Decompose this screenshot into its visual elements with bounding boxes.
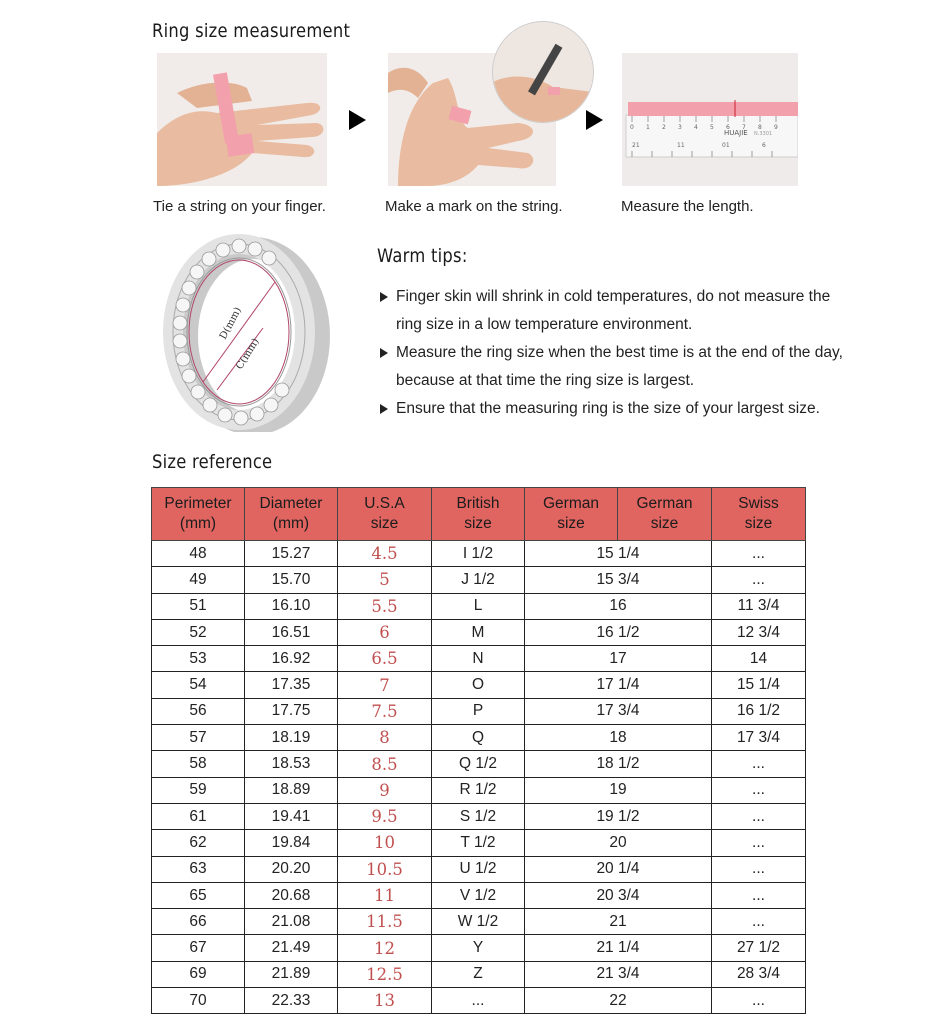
step-1-caption: Tie a string on your finger. <box>153 198 326 215</box>
perimeter-cell: 69 <box>152 961 245 987</box>
diameter-cell: 18.53 <box>245 751 338 777</box>
diameter-cell: 19.84 <box>245 830 338 856</box>
swiss-size-cell: ... <box>712 988 806 1014</box>
british-size-cell: M <box>432 619 525 645</box>
arrow-right-icon <box>349 110 366 130</box>
header-usa-size: U.S.A size <box>338 488 432 541</box>
table-row <box>152 935 806 961</box>
german-size-cell: 22 <box>525 988 712 1014</box>
diameter-cell: 16.92 <box>245 646 338 672</box>
step-1-photo <box>157 53 327 186</box>
british-size-cell: O <box>432 672 525 698</box>
british-size-cell: S 1/2 <box>432 803 525 829</box>
diameter-cell: 15.70 <box>245 567 338 593</box>
perimeter-cell: 52 <box>152 619 245 645</box>
usa-size-cell: 8.5 <box>338 751 432 777</box>
svg-text:7: 7 <box>742 124 746 131</box>
diameter-cell: 16.10 <box>245 593 338 619</box>
svg-text:21: 21 <box>632 142 640 149</box>
swiss-size-cell: ... <box>712 856 806 882</box>
measurement-heading: Ring size measurement <box>152 20 351 42</box>
svg-text:4: 4 <box>694 124 698 131</box>
swiss-size-cell: ... <box>712 541 806 567</box>
usa-size-cell: 10.5 <box>338 856 432 882</box>
svg-text:1: 1 <box>646 124 650 131</box>
german-size-cell: 17 1/4 <box>525 672 712 698</box>
british-size-cell: N <box>432 646 525 672</box>
triangle-bullet-icon <box>380 292 388 302</box>
swiss-size-cell: 11 3/4 <box>712 593 806 619</box>
perimeter-cell: 54 <box>152 672 245 698</box>
german-size-cell: 17 <box>525 646 712 672</box>
usa-size-cell: 7 <box>338 672 432 698</box>
perimeter-cell: 49 <box>152 567 245 593</box>
diameter-cell: 18.19 <box>245 725 338 751</box>
warm-tips-list <box>378 283 858 423</box>
perimeter-cell: 48 <box>152 541 245 567</box>
zoom-inset <box>493 22 593 122</box>
british-size-cell: R 1/2 <box>432 777 525 803</box>
swiss-size-cell: ... <box>712 567 806 593</box>
perimeter-cell: 65 <box>152 882 245 908</box>
swiss-size-cell: ... <box>712 751 806 777</box>
svg-text:9: 9 <box>774 124 778 131</box>
usa-size-cell: 6.5 <box>338 646 432 672</box>
header-german-size: German size <box>618 488 712 541</box>
usa-size-cell: 11 <box>338 882 432 908</box>
svg-text:0: 0 <box>630 124 634 131</box>
swiss-size-cell: ... <box>712 882 806 908</box>
british-size-cell: I 1/2 <box>432 541 525 567</box>
usa-size-cell: 10 <box>338 830 432 856</box>
header-swiss-size: Swiss size <box>712 488 806 541</box>
arrow-right-icon <box>586 110 603 130</box>
table-row <box>152 751 806 777</box>
usa-size-cell: 11.5 <box>338 909 432 935</box>
german-size-cell: 15 1/4 <box>525 541 712 567</box>
german-size-cell: 18 <box>525 725 712 751</box>
table-row <box>152 882 806 908</box>
table-row <box>152 619 806 645</box>
table-row <box>152 830 806 856</box>
diameter-cell: 19.41 <box>245 803 338 829</box>
perimeter-cell: 61 <box>152 803 245 829</box>
perimeter-cell: 62 <box>152 830 245 856</box>
warm-tips-heading: Warm tips: <box>377 245 468 267</box>
header-german-size: German size <box>525 488 618 541</box>
perimeter-cell: 56 <box>152 698 245 724</box>
perimeter-cell: 59 <box>152 777 245 803</box>
diameter-cell: 17.75 <box>245 698 338 724</box>
svg-text:3: 3 <box>678 124 682 131</box>
german-size-cell: 20 1/4 <box>525 856 712 882</box>
table-row <box>152 988 806 1014</box>
german-size-cell: 21 3/4 <box>525 961 712 987</box>
step-3-photo <box>622 53 798 186</box>
header-perimeter: Perimeter (mm) <box>152 488 245 541</box>
british-size-cell: U 1/2 <box>432 856 525 882</box>
british-size-cell: Z <box>432 961 525 987</box>
perimeter-cell: 67 <box>152 935 245 961</box>
usa-size-cell: 7.5 <box>338 698 432 724</box>
circumference-label: C(mm) <box>234 336 262 372</box>
table-row <box>152 567 806 593</box>
ruler-model: N.3301 <box>754 131 773 137</box>
perimeter-cell: 63 <box>152 856 245 882</box>
swiss-size-cell: 28 3/4 <box>712 961 806 987</box>
perimeter-cell: 70 <box>152 988 245 1014</box>
table-row <box>152 593 806 619</box>
swiss-size-cell: 16 1/2 <box>712 698 806 724</box>
header-diameter: Diameter (mm) <box>245 488 338 541</box>
ruler-brand: HUAJIE <box>724 129 748 137</box>
usa-size-cell: 9.5 <box>338 803 432 829</box>
usa-size-cell: 6 <box>338 619 432 645</box>
swiss-size-cell: ... <box>712 777 806 803</box>
diameter-cell: 15.27 <box>245 541 338 567</box>
usa-size-cell: 4.5 <box>338 541 432 567</box>
diameter-cell: 20.68 <box>245 882 338 908</box>
svg-text:6: 6 <box>726 124 730 131</box>
swiss-size-cell: ... <box>712 803 806 829</box>
german-size-cell: 20 <box>525 830 712 856</box>
british-size-cell: W 1/2 <box>432 909 525 935</box>
british-size-cell: L <box>432 593 525 619</box>
table-row <box>152 646 806 672</box>
german-size-cell: 21 1/4 <box>525 935 712 961</box>
german-size-cell: 20 3/4 <box>525 882 712 908</box>
table-row <box>152 909 806 935</box>
step-3-caption: Measure the length. <box>621 198 754 215</box>
german-size-cell: 16 1/2 <box>525 619 712 645</box>
triangle-bullet-icon <box>380 404 388 414</box>
diameter-cell: 21.89 <box>245 961 338 987</box>
german-size-cell: 18 1/2 <box>525 751 712 777</box>
perimeter-cell: 51 <box>152 593 245 619</box>
german-size-cell: 16 <box>525 593 712 619</box>
triangle-bullet-icon <box>380 348 388 358</box>
german-size-cell: 21 <box>525 909 712 935</box>
table-row <box>152 698 806 724</box>
tip-item: Finger skin will shrink in cold temperatures, do not measure the ring size in a low temperature environment. <box>378 283 858 339</box>
svg-text:11: 11 <box>677 142 685 149</box>
british-size-cell: Q <box>432 725 525 751</box>
svg-text:2: 2 <box>662 124 666 131</box>
british-size-cell: P <box>432 698 525 724</box>
diameter-cell: 18.89 <box>245 777 338 803</box>
swiss-size-cell: 17 3/4 <box>712 725 806 751</box>
table-row <box>152 961 806 987</box>
perimeter-cell: 57 <box>152 725 245 751</box>
step-2-caption: Make a mark on the string. <box>385 198 563 215</box>
swiss-size-cell: ... <box>712 909 806 935</box>
header-british-size: British size <box>432 488 525 541</box>
table-row <box>152 725 806 751</box>
diameter-cell: 17.35 <box>245 672 338 698</box>
size-reference-table <box>151 487 806 1014</box>
svg-text:01: 01 <box>722 142 730 149</box>
swiss-size-cell: 12 3/4 <box>712 619 806 645</box>
swiss-size-cell: 14 <box>712 646 806 672</box>
usa-size-cell: 8 <box>338 725 432 751</box>
swiss-size-cell: 27 1/2 <box>712 935 806 961</box>
table-row <box>152 803 806 829</box>
perimeter-cell: 53 <box>152 646 245 672</box>
british-size-cell: T 1/2 <box>432 830 525 856</box>
usa-size-cell: 5 <box>338 567 432 593</box>
swiss-size-cell: ... <box>712 830 806 856</box>
diameter-cell: 21.49 <box>245 935 338 961</box>
usa-size-cell: 9 <box>338 777 432 803</box>
usa-size-cell: 12 <box>338 935 432 961</box>
diameter-cell: 22.33 <box>245 988 338 1014</box>
diameter-cell: 20.20 <box>245 856 338 882</box>
diameter-cell: 16.51 <box>245 619 338 645</box>
tip-item: Measure the ring size when the best time is at the end of the day, because at that time the ring size is largest. <box>378 339 858 395</box>
german-size-cell: 17 3/4 <box>525 698 712 724</box>
german-size-cell: 15 3/4 <box>525 567 712 593</box>
ring-illustration <box>155 232 335 432</box>
size-reference-heading: Size reference <box>152 451 273 473</box>
diameter-cell: 21.08 <box>245 909 338 935</box>
table-header-row <box>152 488 806 541</box>
svg-text:5: 5 <box>710 124 714 131</box>
table-row <box>152 541 806 567</box>
british-size-cell: ... <box>432 988 525 1014</box>
table-row <box>152 777 806 803</box>
table-row <box>152 672 806 698</box>
british-size-cell: Q 1/2 <box>432 751 525 777</box>
british-size-cell: J 1/2 <box>432 567 525 593</box>
swiss-size-cell: 15 1/4 <box>712 672 806 698</box>
svg-text:6: 6 <box>762 142 766 149</box>
perimeter-cell: 58 <box>152 751 245 777</box>
german-size-cell: 19 1/2 <box>525 803 712 829</box>
british-size-cell: V 1/2 <box>432 882 525 908</box>
tip-item: Ensure that the measuring ring is the size of your largest size. <box>378 395 858 423</box>
usa-size-cell: 12.5 <box>338 961 432 987</box>
usa-size-cell: 13 <box>338 988 432 1014</box>
perimeter-cell: 66 <box>152 909 245 935</box>
svg-text:8: 8 <box>758 124 762 131</box>
table-row <box>152 856 806 882</box>
diameter-label: D(mm) <box>217 305 244 342</box>
german-size-cell: 19 <box>525 777 712 803</box>
usa-size-cell: 5.5 <box>338 593 432 619</box>
british-size-cell: Y <box>432 935 525 961</box>
